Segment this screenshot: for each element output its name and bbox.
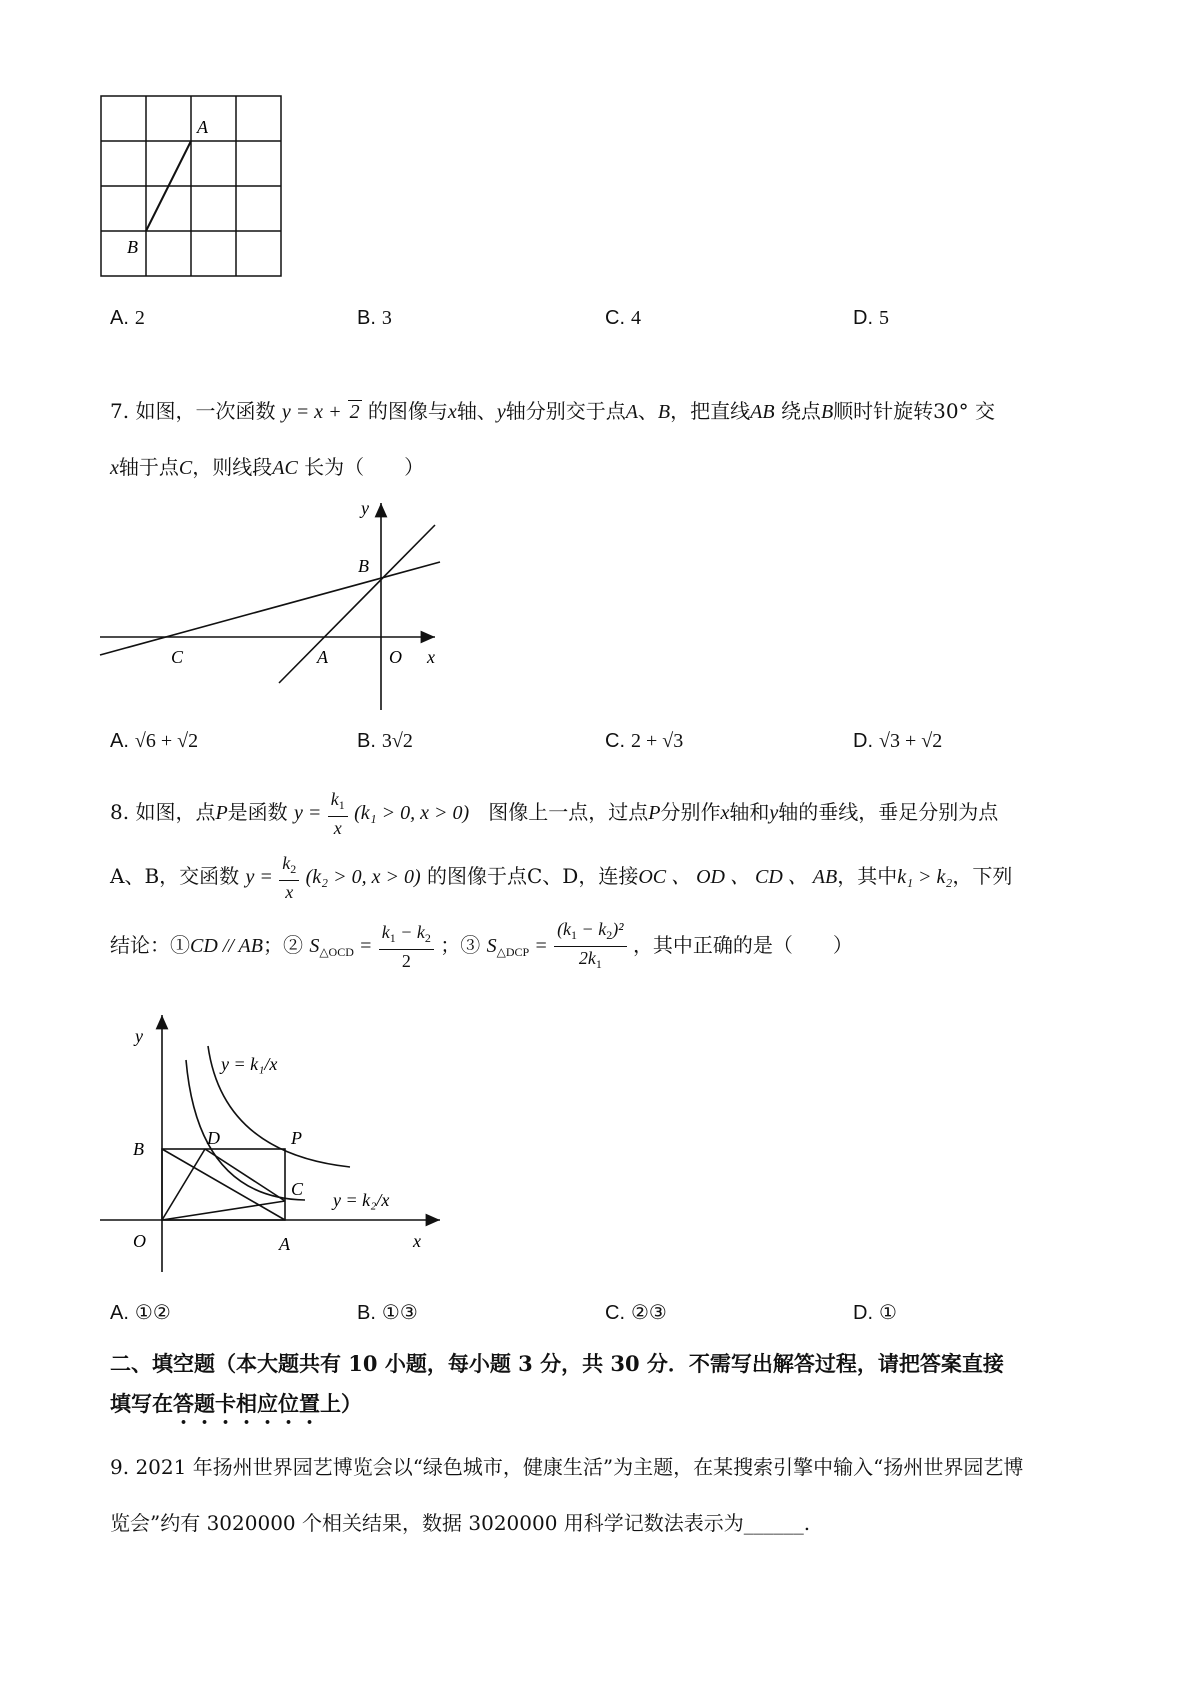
q6-label-b: B: [127, 237, 138, 257]
q8-frac-area1: $\frac{k_1 - k_2}{2}$: [379, 921, 434, 972]
q7-label-c: C: [171, 647, 184, 667]
q7-label-y: y: [361, 498, 369, 518]
q7-line-1: 7. 如图，一次函数 y = x + 2 的图像与x轴、y轴分别交于点A、B，把直线AB 绕点B顺时针旋转30° 交: [110, 399, 995, 423]
q8-line-3: 结论：①CD // AB；② $S_{\triangle OCD}$ = $\frac{k_1 - k_2}{2}$ ；③ $S_{\triangle DCP}$ = $\frac{(k_1 - k_2)^2}{2k_1}$ ，其中正确的是（ ）: [110, 918, 853, 975]
q6-option-c[interactable]: C. 4: [605, 307, 641, 329]
q9-line-1: 9. 2021 年扬州世界园艺博览会以“绿色城市，健康生活”为主题，在某搜索引擎中输入“扬州世界园艺博: [110, 1455, 1024, 1479]
q8-frac-area2: $\frac{(k_1 - k_2)^2}{2k_1}$: [554, 918, 627, 975]
q8-option-c[interactable]: C. ②③: [605, 1302, 667, 1324]
q6-grid-figure: [100, 95, 290, 285]
q8-label-p: P: [291, 1128, 302, 1148]
q8-label-y: y: [135, 1026, 143, 1046]
q7-label-o: O: [389, 647, 402, 667]
q8-label-o: O: [133, 1231, 146, 1251]
q6-option-b[interactable]: B. 3: [357, 307, 392, 329]
q8-label-c: C: [291, 1179, 304, 1199]
q7-label-b: B: [358, 556, 369, 576]
q8-option-b[interactable]: B. ①③: [357, 1302, 418, 1324]
q8-frac-k1: $\frac{k_1}{x}$: [328, 788, 348, 839]
q7-option-a[interactable]: A. √6 + √2: [110, 730, 199, 752]
section-2-heading-line-2: 填写在答题卡相应位置上）: [110, 1391, 362, 1416]
q7-label-a: A: [317, 647, 328, 667]
q8-option-d[interactable]: D. ①: [853, 1302, 897, 1324]
q8-label-f2: y = k₂/x: [333, 1190, 390, 1210]
q7-label-x: x: [427, 647, 435, 667]
q8-label-b: B: [133, 1139, 144, 1159]
section-2-heading-line-1: 二、填空题（本大题共有 10 小题，每小题 3 分，共 30 分．不需写出解答过程，请把答案直接: [110, 1351, 1004, 1376]
q8-frac-k2: $\frac{k_2}{x}$: [279, 852, 299, 903]
q8-label-f1: y = k₁/x: [221, 1054, 278, 1074]
q7-line-2: x轴于点C，则线段AC 长为（ ）: [110, 455, 425, 479]
q7-figure: [95, 495, 455, 715]
q8-line-1: 8. 如图，点P是函数 y = $\frac{k_1}{x}$ (k₁ > 0, x > 0) 图像上一点，过点P分别作x轴和y轴的垂线，垂足分别为点: [110, 789, 999, 838]
q7-option-d[interactable]: D. √3 + √2: [853, 730, 943, 752]
q6-label-a: A: [197, 117, 208, 137]
q9-line-2: 览会”约有 3020000 个相关结果，数据 3020000 用科学记数法表示为______.: [110, 1511, 811, 1535]
q6-option-a[interactable]: A. 2: [110, 307, 145, 329]
q8-label-x: x: [413, 1231, 421, 1251]
q8-line-2: A、B，交函数 y = $\frac{k_2}{x}$ (k₂ > 0, x > 0) 的图像于点C、D，连接OC 、 OD 、 CD 、 AB，其中k₁ > k₂，下列: [110, 853, 1013, 902]
q6-option-d[interactable]: D. 5: [853, 307, 889, 329]
q8-option-a[interactable]: A. ①②: [110, 1302, 171, 1324]
q8-label-d: D: [207, 1128, 220, 1148]
q7-option-b[interactable]: B. 3√2: [357, 730, 413, 752]
q8-figure: [95, 1010, 455, 1280]
q8-label-a: A: [279, 1234, 290, 1254]
q7-option-c[interactable]: C. 2 + √3: [605, 730, 684, 752]
